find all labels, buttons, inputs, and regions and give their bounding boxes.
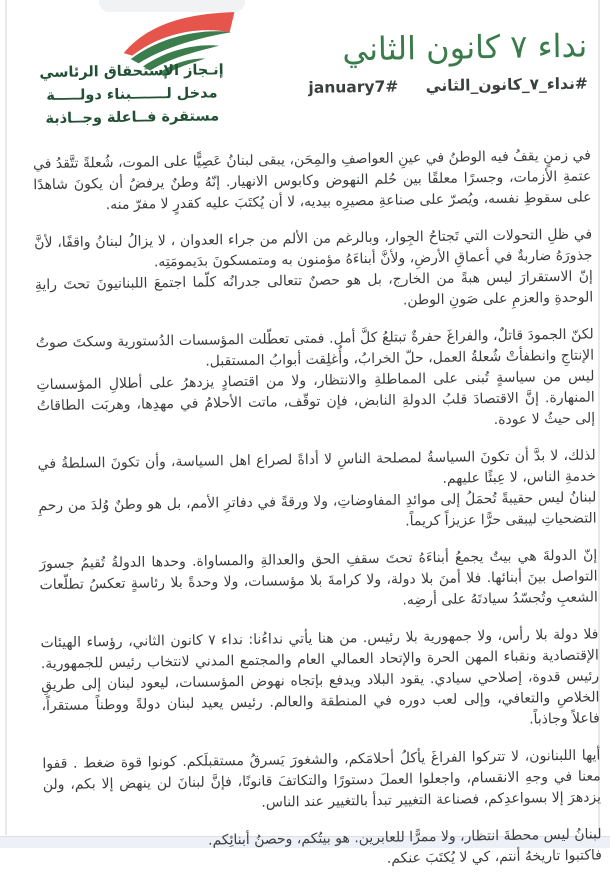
paragraph-text: إنّ الاستقرارَ ليس هبةً من الخارج، بل هو حصنٌ تتعالى جدرانُه كلّما اجتمعَ اللبنانيونَ تحتَ رايةِ الوحدةِ والعزمِ على صَونِ الوطن.	[34, 268, 594, 309]
hashtag-arabic: #نداء_٧_كانون_الثاني	[425, 74, 588, 96]
statement-paragraph	[44, 824, 603, 875]
paragraph-text: لبنانُ ليس حقيبةً تُحمَلُ إلى موائدِ المفاوضاتِ، ولا ورقةً في دفاترِ الأمم، بل هو وطنٌ وُلدَ من رحمِ التضحياتِ ليبقى حرًّا عزيزاً كريماً.	[38, 489, 597, 530]
logo-tagline	[23, 59, 240, 131]
statement-paragraph	[42, 745, 601, 817]
statement-paragraph	[39, 545, 598, 617]
statement-title: نداء ٧ كانون الثاني	[342, 26, 588, 69]
logo-tagline-line: مدخل لـــــــبناء دولـــــة	[46, 85, 218, 105]
title-block	[308, 26, 588, 97]
paragraph-text: لكنّ الجمودَ قاتلٌ، والفراغَ حفرةٌ تبتلعُ كلَّ أمل. فمتى تعطّلت المؤسسات الدُستورية وسكتَ صوتُ الإنتاجِ وانطفأتْ شُعلةُ العمل، حلّ الخرابُ، وأُغلِقت أبوابُ المستقبل.	[35, 326, 595, 370]
logo-tagline-line: مستقرة فــاعلة وجــاذبة	[45, 108, 220, 128]
hashtag-latin: #january7	[308, 77, 399, 97]
statement-paragraph	[33, 145, 592, 217]
statement-body	[33, 145, 603, 891]
statement-header	[2, 0, 598, 153]
organization-logo	[17, 9, 257, 128]
paragraph-text: فاكتبوا تاريخهُ أنتم، كي لا يُكتَبَ عنكم.	[386, 847, 603, 867]
statement-paragraph	[36, 324, 596, 438]
statement-paragraph	[34, 224, 593, 317]
paragraph-text: ليس من سياسةٍ تُبنى على المماطلةِ والانتظار، ولا من اقتصادٍ يزدهرُ على أطلالِ المؤسساتِ المنهارة. إنَّ الاقتصادَ قلبُ الدولةِ النابض، فإن توقّف، ماتت الأحلامُ في مهدِها، وهربَت الطاقاتُ إلى حيثُ لا عودة.	[36, 368, 596, 429]
statement-paragraph	[38, 445, 597, 538]
paragraph-text: إنّ الدولةَ هي بيتٌ يجمعُ أبناءَهُ تحتَ سقفِ الحق والعدالةِ والمساواة. وحدها الدولةُ تُقيمُ جسورَ التواصل بينَ أبنائها. فلا أمنَ بلا دولة، ولا كرامةَ بلا مؤسسات، ولا وحدةً بلا رئاسةٍ تعكسُ تطلّعات الشعبِ وتُجسّدُ سيادتَهُ على أرضِه.	[39, 547, 599, 609]
paragraph-text: في ظلِ التحولات التي تَجتاحُ الجِوار، وبالرغم من الألم من جراء العدوان ، لا يزالُ لبنانُ واقفًا، لأنَّ جذورَهُ ضاربةٌ في أعماقِ الأرضِ، ولأنَّ أبناءَهُ مؤمنون به ومتمسكونَ بدَيمومَتِه.	[34, 226, 593, 271]
logo-tagline-line: إنـجاز الإستحقاق الرئاسي	[39, 62, 224, 82]
hashtags-line	[308, 75, 588, 97]
paragraph-text: فلا دولة بلا رأس، ولا جمهورية بلا رئيس. من هنا يأتي نداءُنا: نداء ٧ كانون الثاني، رؤساء الهيئات الإقتصادية ونقباء المهن الحرة والإتحاد العمالي العام والمجتمع المدني لانتخاب رئيس للجمهورية. رئيس قدوة، إصلاحي سيادي. يقود البلاد ويدفع بإتجاه نهوض المؤسسات، ليعود لبنان إلى طريقِ الخلاصِ والتعافي، وإلى لعب دوره في المنطقة والعالم. رئيس يعيد لبنان دولةً ووطناً مستقراً، فاعلاً وجاذباً.	[40, 626, 600, 728]
statement-paragraph	[40, 624, 600, 738]
statement-sheet	[2, 0, 609, 867]
paragraph-text: لبنانُ ليس محطةَ انتظار، ولا ممرًّا للعابرين. هو بيتُكم، وحصنُ أبنائِكم.	[207, 826, 602, 849]
paragraph-text: لذلك، لا بدَّ أن تكونَ السياسةُ لمصلحة الناسِ لا أداةً لصراع اهل السياسة، وأن تكونَ السلطةُ في خدمةِ الناس، لا عِبئًا عليهم.	[37, 447, 597, 487]
paragraph-text: في زمنٍ يقفُ فيه الوطنُ في عينِ العواصفِ والمِحَن، يبقى لبنانُ عَصِيًّا على الموت، شُعلةً تتَّقدُ في عتمةِ الأزمات، وجسرًا معلقًا بين حُلم النهوض وكابوس الانهيار. إنّهُ وطنٌ يرفضُ أن يكونَ شاهدًا على سقوطِ نفسه، ويُصرّ على صناعةِ مصيرِه بيديه، لا أن يُكتَبَ عليه كقدرٍ لا مفرّ منه.	[32, 147, 592, 214]
paragraph-text: أيها اللبنانون، لا تتركوا الفراغَ يأكلُ أحلامَكم، والشغورَ يَسرقُ مستقبلَكم. كونوا قوة ضغط . قفوا معنا في وجهِ الانقسام، واجعلوا العملَ دستورًا والتكاتفَ قانونًا، فإنَّ لبنانَ لن ينهض إلا بكم، ولن يزدهرَ إلا بسواعدِكم، فصناعة التغيير تبدأ بالتغيير عند الناس.	[42, 747, 602, 811]
